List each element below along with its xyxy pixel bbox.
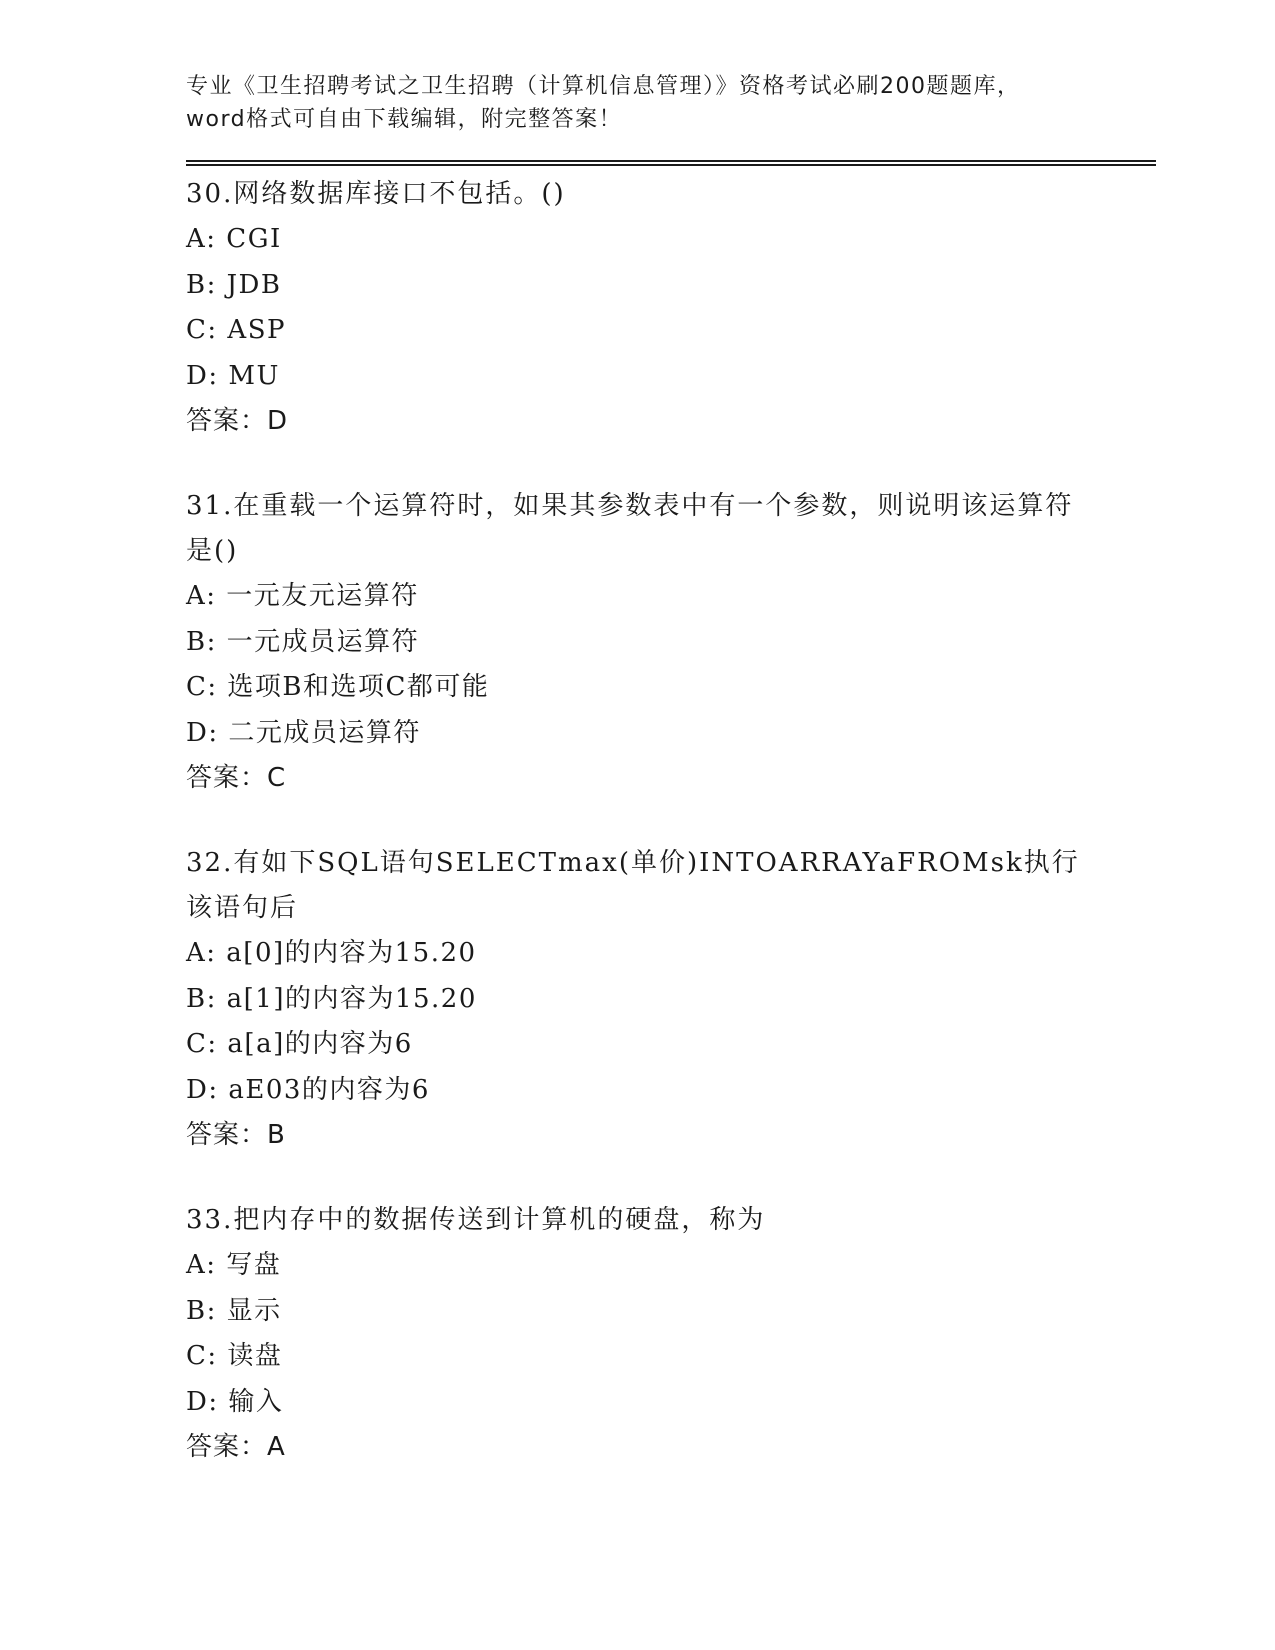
answer-line: 答案：D xyxy=(186,406,289,436)
option-d: D: MU xyxy=(186,360,280,391)
option-b: B: JDB xyxy=(186,269,282,300)
option-d: D: 二元成员运算符 xyxy=(186,717,421,748)
option-b: B: 一元成员运算符 xyxy=(186,626,420,657)
question-text: 30.网络数据库接口不包括。() xyxy=(186,179,566,209)
option-b: B: 显示 xyxy=(186,1295,282,1326)
question-text: 32.有如下SQL语句SELECTmax(单价)INTOARRAYaFROMsk执行该语句后 xyxy=(186,848,1080,923)
option-a: A: CGI xyxy=(186,224,282,254)
document-header xyxy=(186,70,1156,136)
option-d: D: 输入 xyxy=(186,1386,284,1417)
header-line-1: 专业《卫生招聘考试之卫生招聘（计算机信息管理）》资格考试必刷200题题库， xyxy=(186,74,1021,99)
question-list xyxy=(186,172,1156,1470)
option-b: B: a[1]的内容为15.20 xyxy=(186,983,477,1014)
option-a: A: a[0]的内容为15.20 xyxy=(186,938,477,968)
option-c: C: 读盘 xyxy=(186,1341,283,1371)
answer-line: 答案：A xyxy=(186,1432,286,1462)
option-c: C: 选项B和选项C都可能 xyxy=(186,672,490,702)
answer-line: 答案：C xyxy=(186,763,287,793)
option-c: C: ASP xyxy=(186,315,286,345)
question-33 xyxy=(186,1198,1156,1470)
option-c: C: a[a]的内容为6 xyxy=(186,1029,413,1059)
header-line-2: word格式可自由下载编辑，附完整答案！ xyxy=(186,107,623,132)
option-a: A: 写盘 xyxy=(186,1250,282,1280)
double-divider-rule xyxy=(186,160,1156,166)
document-page xyxy=(186,70,1156,1510)
question-text: 33.把内存中的数据传送到计算机的硬盘，称为 xyxy=(186,1205,766,1235)
option-a: A: 一元友元运算符 xyxy=(186,581,419,611)
question-31 xyxy=(186,484,1156,801)
question-32 xyxy=(186,841,1156,1158)
option-d: D: aE03的内容为6 xyxy=(186,1074,430,1105)
question-30 xyxy=(186,172,1156,444)
question-text: 31.在重载一个运算符时，如果其参数表中有一个参数，则说明该运算符是() xyxy=(186,491,1074,566)
answer-line: 答案：B xyxy=(186,1120,286,1150)
